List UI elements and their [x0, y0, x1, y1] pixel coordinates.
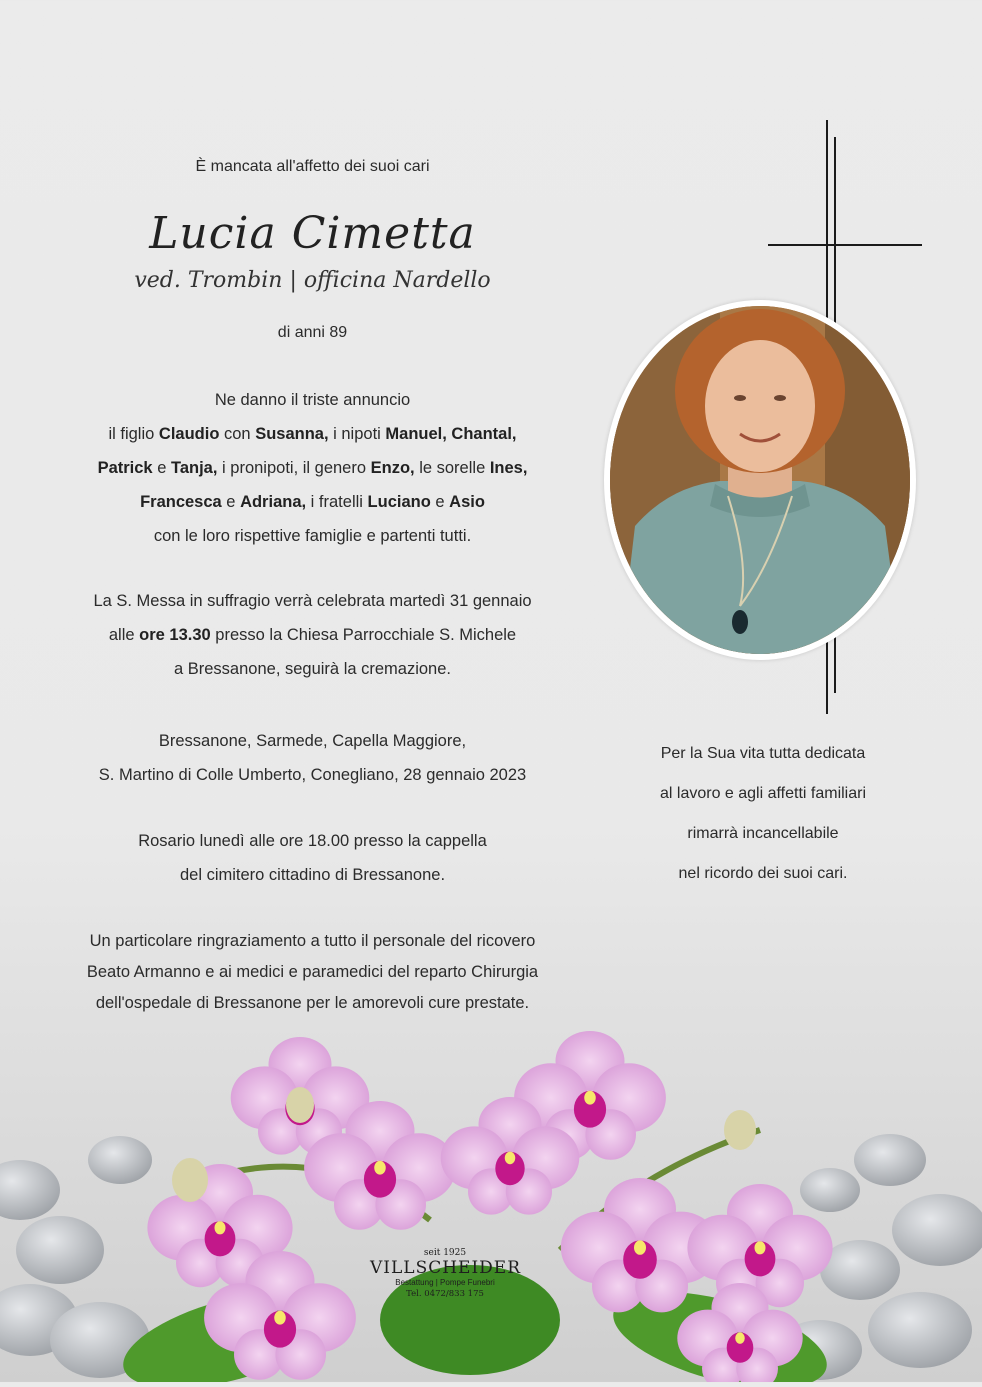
- thanks-block: [40, 926, 585, 1019]
- announcement-line: con le loro rispettive famiglie e partenti tutti.: [153, 527, 472, 545]
- announcement-block: [40, 383, 585, 553]
- maiden-name: ved. Trombin | officina Nardello: [134, 268, 491, 293]
- announcement-line: Patrick e Tanja, i pronipoti, il genero Enzo, le sorelle Ines,: [97, 459, 528, 477]
- announcement-line: Francesca e Adriana, i fratelli Luciano e Asio: [140, 493, 485, 511]
- place-line: Bressanone, Sarmede, Capella Maggiore,: [158, 732, 467, 750]
- quote-line: nel ricordo dei suoi cari.: [678, 865, 848, 882]
- intro-text: È mancata all'affetto dei suoi cari: [195, 158, 430, 175]
- quote-line: rimarrà incancellabile: [687, 825, 839, 842]
- quote-line: Per la Sua vita tutta dedicata: [660, 745, 866, 762]
- mass-line: La S. Messa in suffragio verrà celebrata martedì 31 gennaio: [93, 592, 532, 610]
- place-line: S. Martino di Colle Umberto, Conegliano, 28 gennaio 2023: [98, 766, 527, 784]
- deceased-name: Lucia Cimetta: [149, 208, 476, 259]
- rosary-block: [40, 824, 585, 892]
- thanks-line: Beato Armanno e ai medici e paramedici del reparto Chirurgia: [86, 963, 539, 981]
- logo-name: VILLSCHEIDER: [370, 1258, 522, 1278]
- mass-line: a Bressanone, seguirà la cremazione.: [174, 660, 451, 678]
- rosary-line: del cimitero cittadino di Bressanone.: [179, 866, 446, 884]
- thanks-line: dell'ospedale di Bressanone per le amorevoli cure prestate.: [95, 994, 530, 1012]
- age-text: di anni 89: [277, 324, 348, 341]
- place-date-block: [40, 724, 585, 792]
- logo-phone: Tel. 0472/833 175: [406, 1289, 484, 1299]
- mass-line: alle ore 13.30 presso la Chiesa Parrocchiale S. Michele: [108, 626, 517, 644]
- portrait-photo: [610, 306, 910, 654]
- mass-block: [40, 584, 585, 686]
- funeral-home-logo: [370, 1248, 520, 1299]
- logo-subtitle: Bestattung | Pompe Funebri: [395, 1278, 495, 1287]
- quote-line: al lavoro e agli affetti familiari: [659, 785, 867, 802]
- announcement-line: Ne danno il triste annuncio: [214, 391, 411, 409]
- announcement-line: il figlio Claudio con Susanna, i nipoti Manuel, Chantal,: [108, 425, 517, 443]
- cross-bar: [768, 244, 922, 246]
- orchid-decoration: [0, 1020, 982, 1382]
- logo-since: seit 1925: [423, 1248, 467, 1258]
- memorial-quote: [618, 734, 908, 894]
- rosary-line: Rosario lunedì alle ore 18.00 presso la cappella: [138, 832, 487, 850]
- thanks-line: Un particolare ringraziamento a tutto il personale del ricovero: [89, 932, 536, 950]
